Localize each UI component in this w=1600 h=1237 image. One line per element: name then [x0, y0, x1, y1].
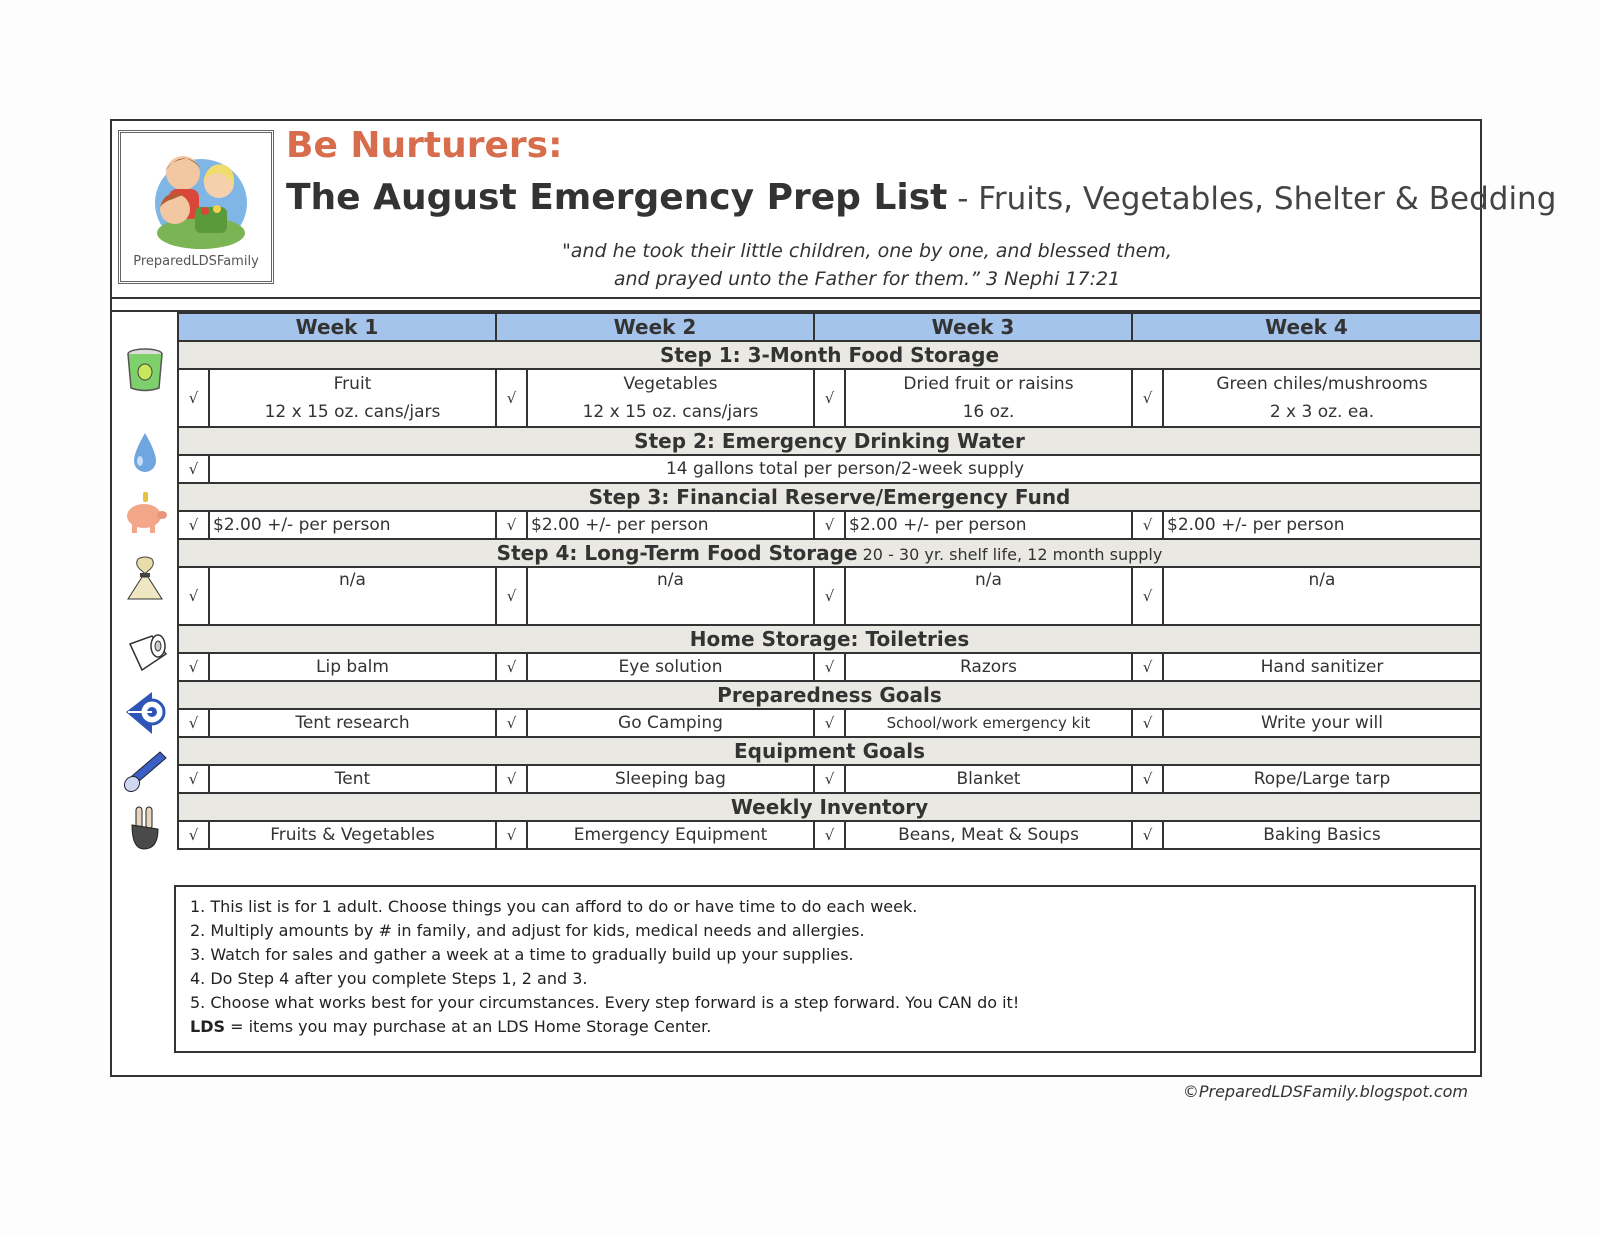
family-illustration-icon [143, 141, 253, 251]
item-amount: 2 x 3 oz. ea. [1269, 402, 1375, 422]
flashlight-icon [122, 748, 168, 794]
note-lds [190, 1015, 1460, 1039]
water-drop-icon [122, 430, 168, 476]
goals-week3-cell: School/work emergency kit [845, 709, 1132, 737]
table-row-equipment [178, 765, 1481, 793]
step4-title: Step 4: Long-Term Food Storage [496, 541, 858, 565]
checkbox[interactable]: √ [814, 511, 845, 539]
item-name: Dried fruit or raisins [903, 374, 1074, 394]
copyright: ©PreparedLDSFamily.blogspot.com [1182, 1082, 1468, 1101]
step3-week3-cell: $2.00 +/- per person [845, 511, 1132, 539]
week-2-header: Week 2 [496, 313, 814, 341]
equipment-week4-cell: Rope/Large tarp [1163, 765, 1481, 793]
target-icon [122, 690, 168, 736]
step4-week1-cell: n/a [209, 567, 496, 625]
week-1-header: Week 1 [178, 313, 496, 341]
checkbox[interactable]: √ [1132, 709, 1163, 737]
checkbox[interactable]: √ [814, 369, 845, 427]
wheat-sheaf-icon [122, 555, 168, 601]
week-4-header: Week 4 [1132, 313, 1481, 341]
checkbox[interactable]: √ [178, 369, 209, 427]
checkbox[interactable]: √ [178, 567, 209, 625]
note-3: 3. Watch for sales and gather a week at a time to gradually build up your supplies. [190, 945, 854, 964]
lds-text: = items you may purchase at an LDS Home Storage Center. [225, 1017, 712, 1036]
step1-week4-cell [1163, 369, 1481, 427]
step3-week4-cell: $2.00 +/- per person [1163, 511, 1481, 539]
title-be-nurturers: Be Nurturers: [286, 125, 563, 166]
checkbox[interactable]: √ [1132, 765, 1163, 793]
item-amount: 16 oz. [962, 402, 1015, 422]
checkbox[interactable]: √ [496, 765, 527, 793]
item-name: Vegetables [623, 374, 718, 394]
section-step2-header: Step 2: Emergency Drinking Water [178, 427, 1481, 455]
checkbox[interactable]: √ [814, 653, 845, 681]
note-1: 1. This list is for 1 adult. Choose things you can afford to do or have time to do each week. [190, 897, 918, 916]
step4-note: 20 - 30 yr. shelf life, 12 month supply [857, 545, 1163, 564]
goals-week4-cell: Write your will [1163, 709, 1481, 737]
section-step1-header: Step 1: 3-Month Food Storage [178, 341, 1481, 369]
checkbox[interactable]: √ [496, 821, 527, 849]
checkbox[interactable]: √ [178, 765, 209, 793]
section-step3-header: Step 3: Financial Reserve/Emergency Fund [178, 483, 1481, 511]
checkbox[interactable]: √ [814, 821, 845, 849]
goals-week1-cell: Tent research [209, 709, 496, 737]
inventory-week3-cell: Beans, Meat & Soups [845, 821, 1132, 849]
table-row-goals [178, 709, 1481, 737]
page-title-main: The August Emergency Prep List [286, 177, 948, 218]
checkbox[interactable]: √ [1132, 511, 1163, 539]
notes-box [174, 885, 1476, 1053]
quote-line-2: and prayed unto the Father for them.” 3 Nephi 17:21 [613, 268, 1121, 290]
section-step4-header [178, 539, 1481, 567]
goals-week2-cell: Go Camping [527, 709, 814, 737]
table-row-step2 [178, 455, 1481, 483]
page-title [286, 177, 1556, 218]
note-5: 5. Choose what works best for your circumstances. Every step forward is a step forward. You CAN do it! [190, 993, 1020, 1012]
item-name: Fruit [333, 374, 372, 394]
quote-line-1: "and he took their little children, one by one, and blessed them, [562, 240, 1172, 262]
step3-week2-cell: $2.00 +/- per person [527, 511, 814, 539]
week-header-row [178, 313, 1481, 341]
page-title-subtitle: - Fruits, Vegetables, Shelter & Bedding [947, 181, 1557, 217]
inventory-week2-cell: Emergency Equipment [527, 821, 814, 849]
toiletries-week1-cell: Lip balm [209, 653, 496, 681]
prep-table [177, 312, 1482, 850]
scripture-quote [507, 237, 1227, 293]
step1-week3-cell [845, 369, 1132, 427]
checkbox[interactable]: √ [496, 511, 527, 539]
checkbox[interactable]: √ [1132, 653, 1163, 681]
table-row-step4 [178, 567, 1481, 625]
table-row-toiletries [178, 653, 1481, 681]
week-3-header: Week 3 [814, 313, 1132, 341]
checkbox[interactable]: √ [814, 709, 845, 737]
checkbox[interactable]: √ [1132, 369, 1163, 427]
toiletries-week3-cell: Razors [845, 653, 1132, 681]
note-2: 2. Multiply amounts by # in family, and adjust for kids, medical needs and allergies. [190, 921, 865, 940]
step1-week2-cell [527, 369, 814, 427]
section-toiletries-header: Home Storage: Toiletries [178, 625, 1481, 653]
table-row-inventory [178, 821, 1481, 849]
checkbox[interactable]: √ [496, 369, 527, 427]
checkbox[interactable]: √ [814, 765, 845, 793]
item-amount: 12 x 15 oz. cans/jars [582, 402, 759, 422]
toiletries-week2-cell: Eye solution [527, 653, 814, 681]
step3-week1-cell: $2.00 +/- per person [209, 511, 496, 539]
checkbox[interactable]: √ [496, 567, 527, 625]
checkbox[interactable]: √ [178, 455, 209, 483]
checkbox[interactable]: √ [1132, 567, 1163, 625]
step4-week2-cell: n/a [527, 567, 814, 625]
section-inventory-header: Weekly Inventory [178, 793, 1481, 821]
section-goals-header: Preparedness Goals [178, 681, 1481, 709]
toilet-paper-icon [122, 630, 168, 676]
checkbox[interactable]: √ [178, 709, 209, 737]
logo [118, 130, 274, 284]
item-name: Green chiles/mushrooms [1216, 374, 1428, 394]
step2-cell: 14 gallons total per person/2-week supply [209, 455, 1481, 483]
equipment-week3-cell: Blanket [845, 765, 1132, 793]
equipment-week1-cell: Tent [209, 765, 496, 793]
category-icon-column [112, 312, 177, 872]
inventory-week4-cell: Baking Basics [1163, 821, 1481, 849]
checkbox[interactable]: √ [814, 567, 845, 625]
note-4: 4. Do Step 4 after you complete Steps 1, 2 and 3. [190, 969, 588, 988]
table-row-step1 [178, 369, 1481, 427]
section-equipment-header: Equipment Goals [178, 737, 1481, 765]
checkbox[interactable]: √ [178, 511, 209, 539]
peace-hand-icon [122, 805, 168, 851]
checkbox[interactable]: √ [496, 709, 527, 737]
prep-list-page [110, 119, 1557, 1077]
step4-week3-cell: n/a [845, 567, 1132, 625]
header-divider [112, 297, 1480, 312]
checkbox[interactable]: √ [1132, 821, 1163, 849]
lds-label: LDS [190, 1017, 225, 1036]
checkbox[interactable]: √ [178, 653, 209, 681]
toiletries-week4-cell: Hand sanitizer [1163, 653, 1481, 681]
logo-caption: PreparedLDSFamily [133, 254, 259, 269]
equipment-week2-cell: Sleeping bag [527, 765, 814, 793]
step4-week4-cell: n/a [1163, 567, 1481, 625]
checkbox[interactable]: √ [496, 653, 527, 681]
table-row-step3 [178, 511, 1481, 539]
piggy-bank-icon [122, 490, 168, 536]
item-amount: 12 x 15 oz. cans/jars [264, 402, 441, 422]
checkbox[interactable]: √ [178, 821, 209, 849]
inventory-week1-cell: Fruits & Vegetables [209, 821, 496, 849]
food-can-icon [122, 347, 168, 393]
header [112, 121, 1557, 299]
step1-week1-cell [209, 369, 496, 427]
